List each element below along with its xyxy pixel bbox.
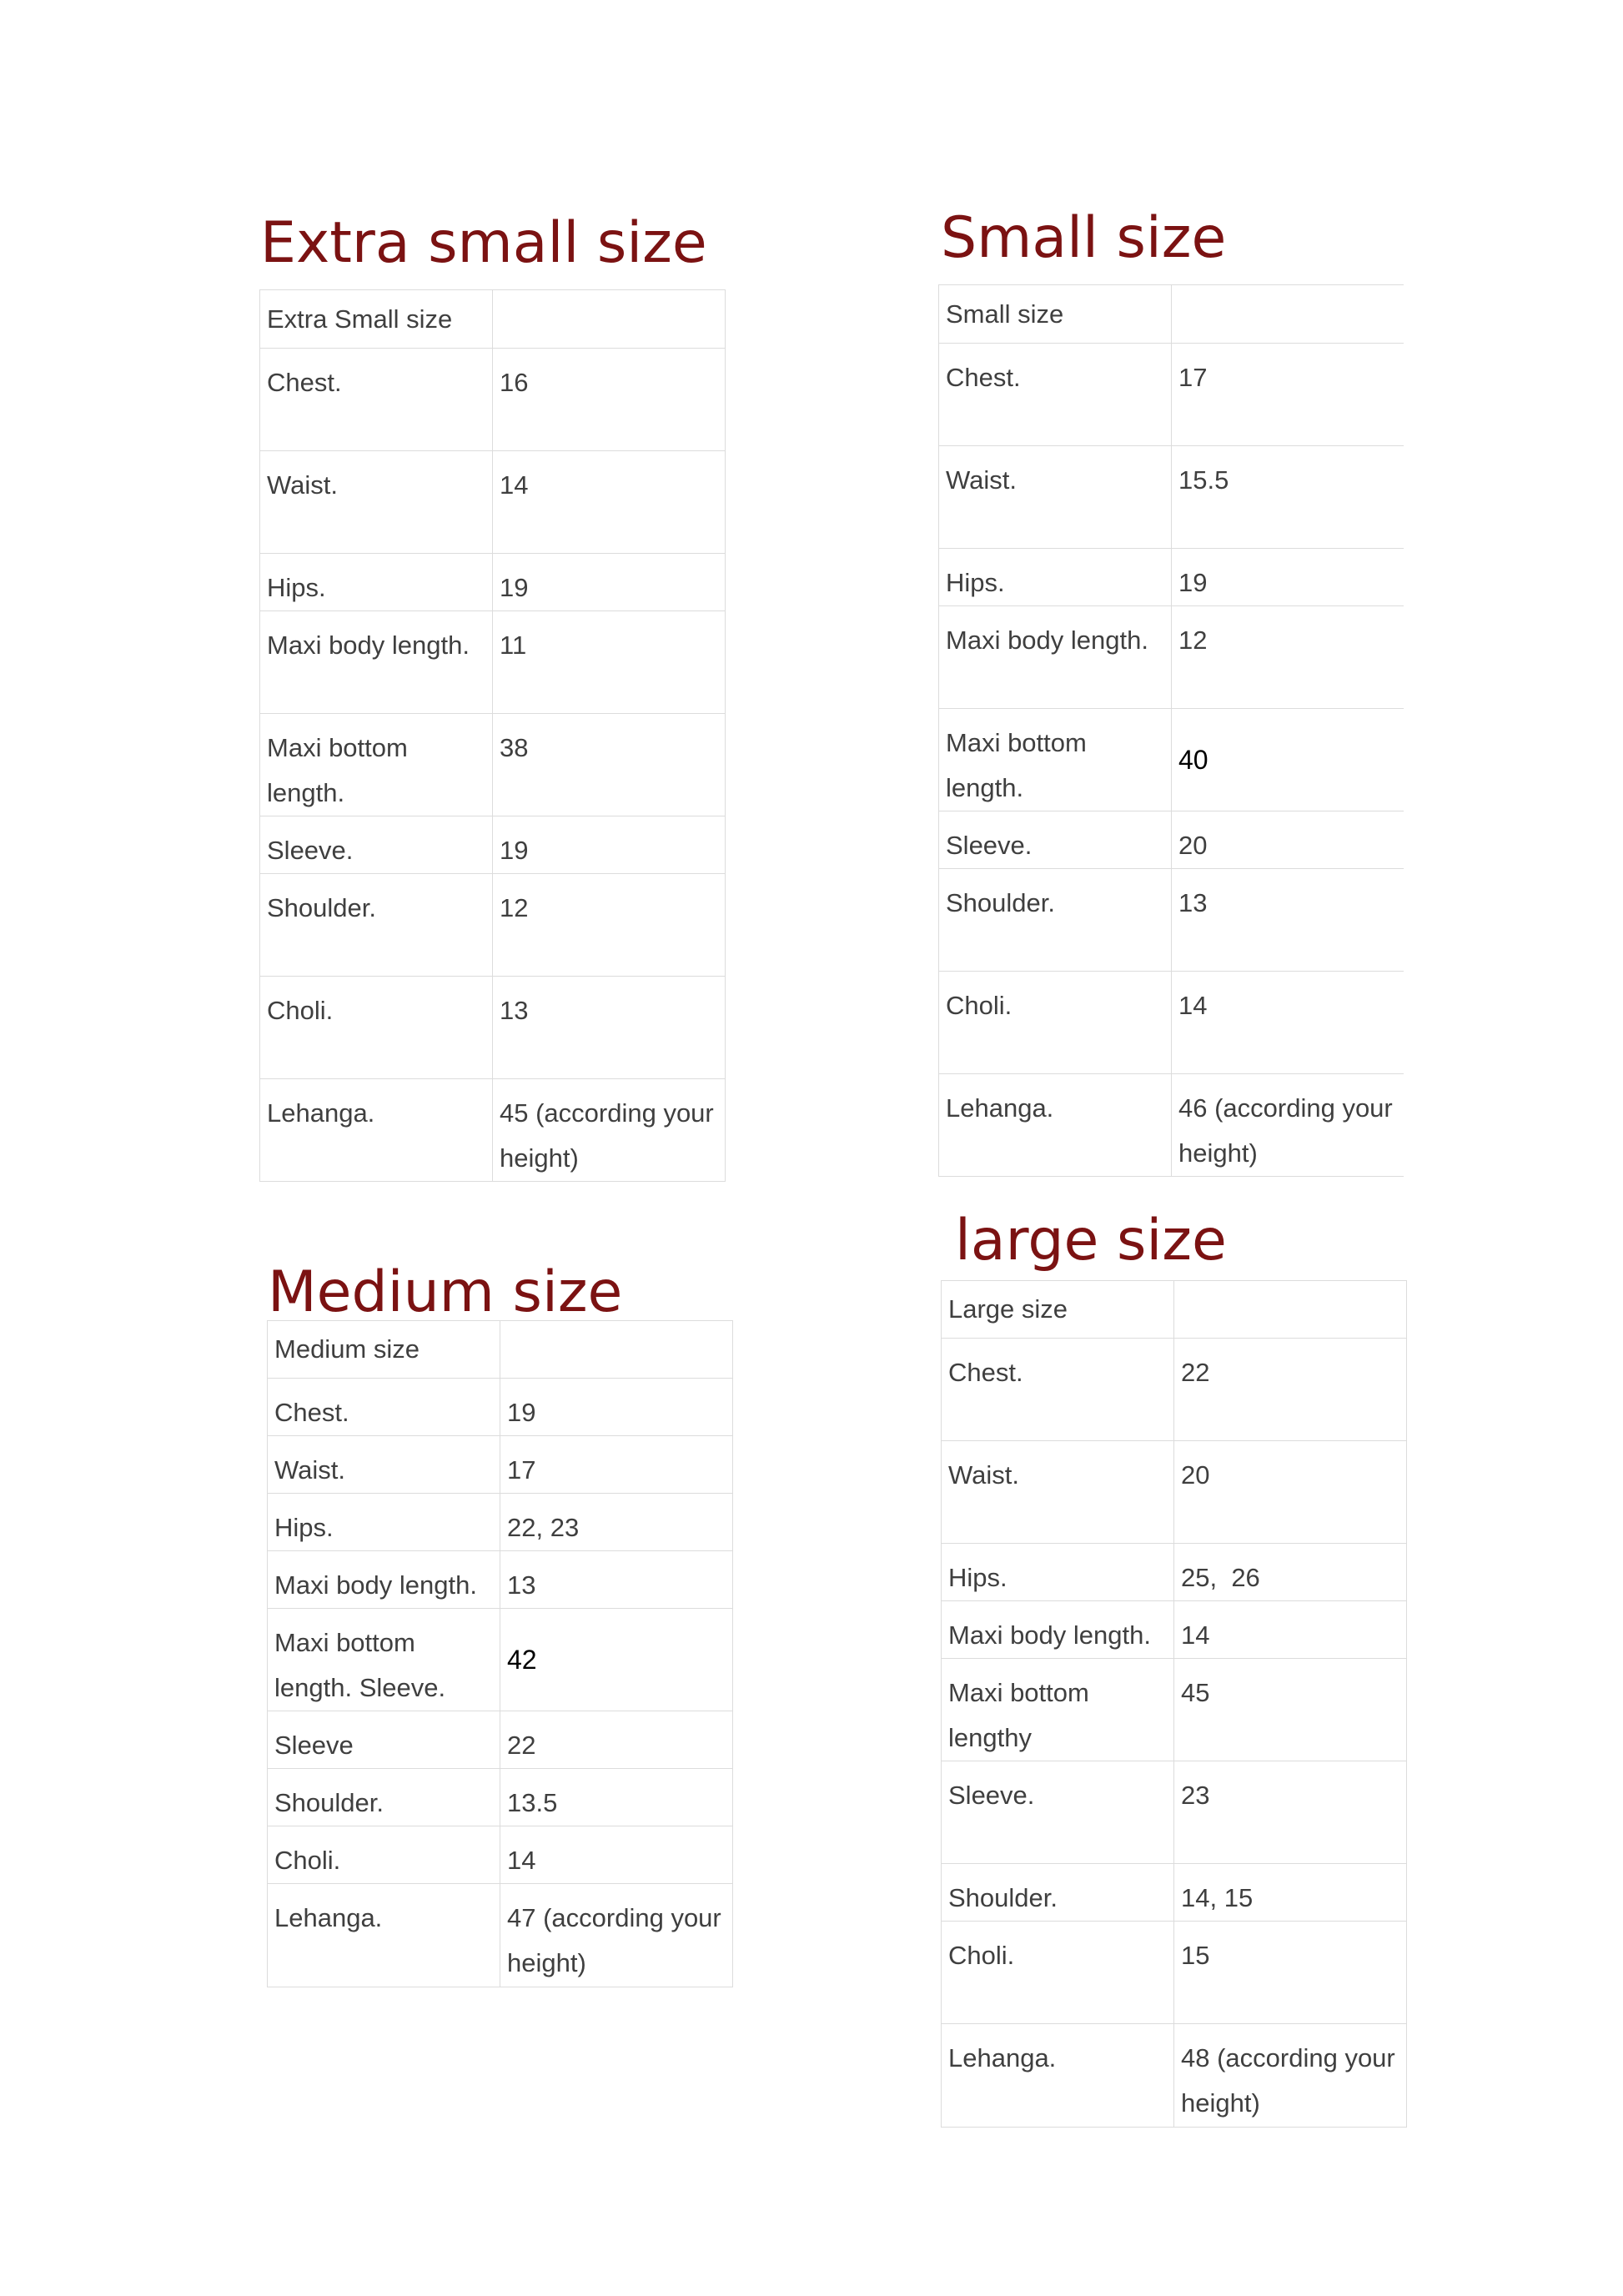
- row-label: Chest.: [260, 349, 493, 451]
- table-row: [260, 714, 726, 816]
- row-value: 19: [1172, 549, 1404, 606]
- row-value: 16: [493, 349, 726, 451]
- row-value-text: 42: [507, 1644, 537, 1675]
- row-value: 38: [493, 714, 726, 816]
- table-row: [942, 1761, 1407, 1864]
- table-row: [939, 344, 1404, 446]
- row-value: 14: [1172, 972, 1404, 1074]
- table-row: [260, 1079, 726, 1182]
- table-header-label: Medium size: [268, 1321, 500, 1379]
- table-row: [939, 1074, 1404, 1177]
- row-value: 15: [1174, 1922, 1407, 2024]
- table-header-value: [1174, 1281, 1407, 1339]
- row-value: 15.5: [1172, 446, 1404, 549]
- row-value: 13: [500, 1551, 733, 1609]
- table-row: [942, 1601, 1407, 1659]
- row-label: Chest.: [942, 1339, 1174, 1441]
- table-row: [939, 549, 1404, 606]
- row-label: Shoulder.: [268, 1769, 500, 1826]
- table-row: [268, 1826, 733, 1884]
- table-row: [268, 1609, 733, 1711]
- row-label: Lehanga.: [268, 1884, 500, 1987]
- row-label: Waist.: [942, 1441, 1174, 1544]
- table-header-label: Small size: [939, 285, 1172, 344]
- row-value: 20: [1174, 1441, 1407, 1544]
- row-label: Maxi bottom length.: [939, 709, 1172, 811]
- large-size-table: [941, 1280, 1407, 2128]
- row-value: 19: [493, 816, 726, 874]
- table-row: [942, 1441, 1407, 1544]
- table-row: [268, 1379, 733, 1436]
- row-label: Maxi body length.: [260, 611, 493, 714]
- table-row: [942, 1922, 1407, 2024]
- table-row: [942, 1659, 1407, 1761]
- row-value: 19: [500, 1379, 733, 1436]
- table-row: [260, 977, 726, 1079]
- table-row: [260, 816, 726, 874]
- table-row: [260, 554, 726, 611]
- table-row: [260, 451, 726, 554]
- row-label: Lehanga.: [260, 1079, 493, 1182]
- extra-small-size-table: [259, 289, 726, 1182]
- table-row: [939, 811, 1404, 869]
- row-value: 13: [493, 977, 726, 1079]
- small-size-heading: Small size: [941, 205, 1227, 271]
- row-value: 22, 23: [500, 1494, 733, 1551]
- row-label: Maxi body length.: [942, 1601, 1174, 1659]
- table-header-value: [1172, 285, 1404, 344]
- row-label: Chest.: [268, 1379, 500, 1436]
- table-header-row: [942, 1281, 1407, 1339]
- row-label: Waist.: [260, 451, 493, 554]
- table-row: [268, 1711, 733, 1769]
- medium-size-table: [267, 1320, 733, 1987]
- row-label: Lehanga.: [939, 1074, 1172, 1177]
- row-label: Chest.: [939, 344, 1172, 446]
- table-row: [939, 972, 1404, 1074]
- row-label: Hips.: [268, 1494, 500, 1551]
- row-value: 13: [1172, 869, 1404, 972]
- row-label: Shoulder.: [939, 869, 1172, 972]
- large-size-heading: large size: [955, 1208, 1227, 1274]
- medium-size-heading: Medium size: [268, 1259, 623, 1325]
- row-label: Maxi bottom lengthy: [942, 1659, 1174, 1761]
- row-value: 45: [1174, 1659, 1407, 1761]
- table-row: [942, 1544, 1407, 1601]
- row-label: Lehanga.: [942, 2024, 1174, 2128]
- row-value: 22: [500, 1711, 733, 1769]
- table-row: [939, 606, 1404, 709]
- row-value: 17: [500, 1436, 733, 1494]
- row-value-text: 40: [1178, 744, 1208, 775]
- row-label: Waist.: [268, 1436, 500, 1494]
- table-header-value: [500, 1321, 733, 1379]
- row-label: Sleeve.: [260, 816, 493, 874]
- row-label: Choli.: [268, 1826, 500, 1884]
- row-value: 48 (according your height): [1174, 2024, 1407, 2128]
- row-label: Maxi body length.: [268, 1551, 500, 1609]
- row-value: 25, 26: [1174, 1544, 1407, 1601]
- table-row: [942, 1864, 1407, 1922]
- table-row: [268, 1551, 733, 1609]
- row-value: 45 (according your height): [493, 1079, 726, 1182]
- row-value: 14: [1174, 1601, 1407, 1659]
- table-row: [939, 709, 1404, 811]
- table-header-row: [268, 1321, 733, 1379]
- row-label: Maxi bottom length. Sleeve.: [268, 1609, 500, 1711]
- row-value: 17: [1172, 344, 1404, 446]
- row-label: Maxi body length.: [939, 606, 1172, 709]
- row-value: 12: [493, 874, 726, 977]
- table-header-value: [493, 290, 726, 349]
- row-label: Waist.: [939, 446, 1172, 549]
- table-row: [939, 446, 1404, 549]
- row-label: Sleeve.: [942, 1761, 1174, 1864]
- row-value: 23: [1174, 1761, 1407, 1864]
- row-value: 13.5: [500, 1769, 733, 1826]
- table-row: [939, 869, 1404, 972]
- row-value: 14: [500, 1826, 733, 1884]
- row-label: Shoulder.: [942, 1864, 1174, 1922]
- table-row: [268, 1436, 733, 1494]
- row-label: Shoulder.: [260, 874, 493, 977]
- row-value: 14, 15: [1174, 1864, 1407, 1922]
- row-label: Sleeve: [268, 1711, 500, 1769]
- row-value: [500, 1609, 733, 1711]
- row-label: Maxi bottom length.: [260, 714, 493, 816]
- row-label: Sleeve.: [939, 811, 1172, 869]
- row-label: Choli.: [942, 1922, 1174, 2024]
- row-value: 11: [493, 611, 726, 714]
- row-value: 14: [493, 451, 726, 554]
- row-label: Choli.: [939, 972, 1172, 1074]
- row-value: 20: [1172, 811, 1404, 869]
- small-size-table: [938, 284, 1404, 1177]
- table-row: [260, 874, 726, 977]
- row-value: 22: [1174, 1339, 1407, 1441]
- table-header-row: [939, 285, 1404, 344]
- table-row: [942, 1339, 1407, 1441]
- row-value: [1172, 709, 1404, 811]
- table-header-label: Large size: [942, 1281, 1174, 1339]
- row-value: 46 (according your height): [1172, 1074, 1404, 1177]
- row-label: Hips.: [260, 554, 493, 611]
- table-row: [942, 2024, 1407, 2128]
- table-row: [268, 1884, 733, 1987]
- row-value: 47 (according your height): [500, 1884, 733, 1987]
- table-row: [260, 349, 726, 451]
- table-row: [260, 611, 726, 714]
- row-label: Choli.: [260, 977, 493, 1079]
- row-value: 19: [493, 554, 726, 611]
- row-value: 12: [1172, 606, 1404, 709]
- table-row: [268, 1769, 733, 1826]
- row-label: Hips.: [942, 1544, 1174, 1601]
- extra-small-size-heading: Extra small size: [260, 210, 707, 276]
- row-label: Hips.: [939, 549, 1172, 606]
- table-row: [268, 1494, 733, 1551]
- table-header-row: [260, 290, 726, 349]
- table-header-label: Extra Small size: [260, 290, 493, 349]
